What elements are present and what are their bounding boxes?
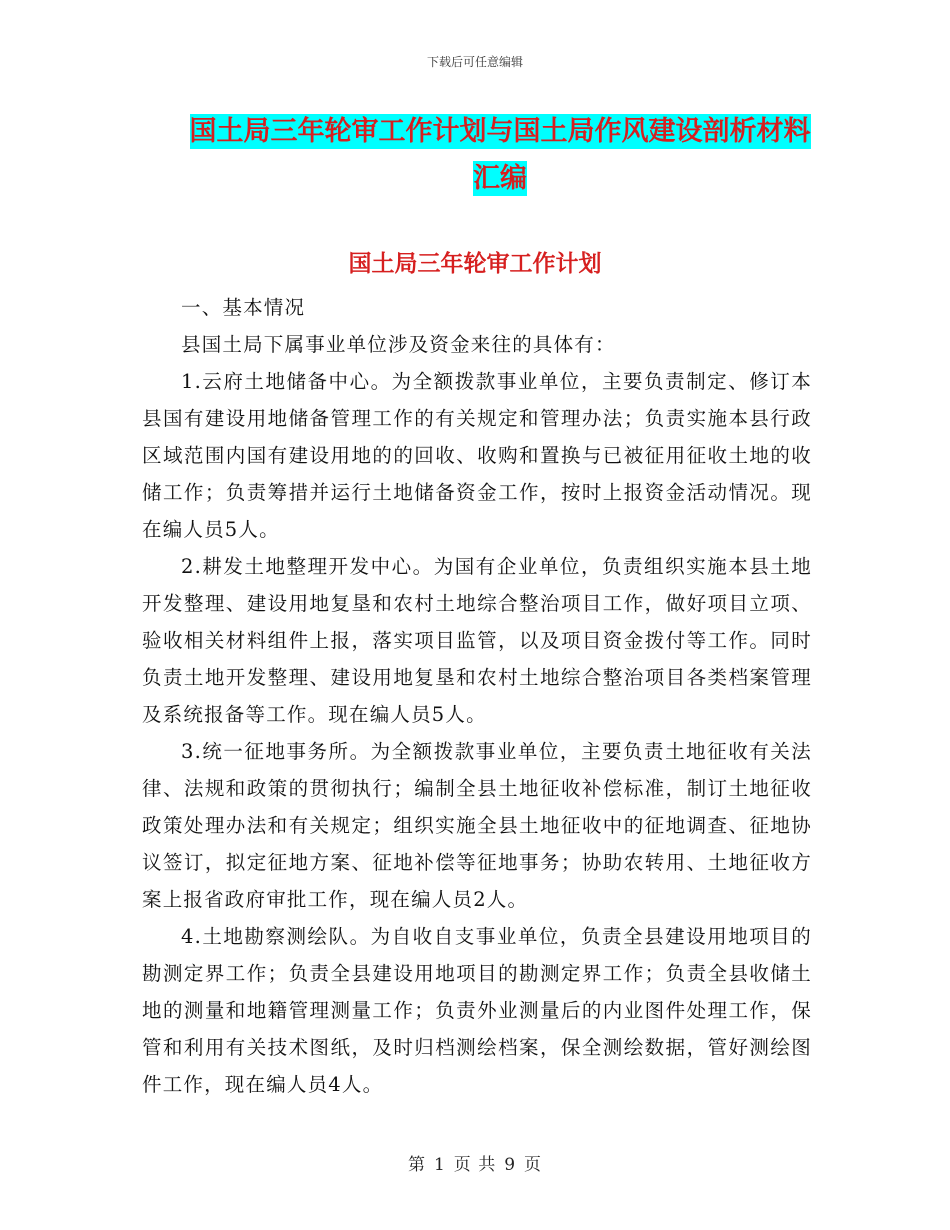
paragraph-intro: 县国土局下属事业单位涉及资金来往的具体有：: [181, 333, 616, 356]
paragraph-item-2: 2.耕发土地整理开发中心。为国有企业单位，负责组织实施本县土地开发整理、建设用地复垦和农村土地综合整治项目工作，做好项目立项、验收相关材料组件上报，落实项目监管，以及项目资金拨付等工作。同时负责土地开发整理、建设用地复垦和农村土地综合整治项目各类档案管理及系统报备等工作。现在编人员5人。: [142, 555, 812, 726]
heading-basic-situation: 一、基本情况: [181, 296, 306, 319]
document-title-line2: 汇编: [473, 163, 527, 194]
footer-prefix: 第: [407, 1155, 426, 1175]
document-body: [142, 289, 812, 1103]
paragraph-item-1: 1.云府土地储备中心。为全额拨款事业单位，主要负责制定、修订本县国有建设用地储备管理工作的有关规定和管理办法；负责实施本县行政区域范围内国有建设用地的的回收、收购和置换与已被征用征收土地的收储工作；负责筹措并运行土地储备资金工作，按时上报资金活动情况。现在编人员5人。: [142, 370, 812, 541]
footer-total-pages: 9: [504, 1155, 517, 1175]
page-footer: [0, 1150, 950, 1175]
footer-page-number: 1: [433, 1155, 446, 1175]
paragraph-item-3: 3.统一征地事务所。为全额拨款事业单位，主要负责土地征收有关法律、法规和政策的贯彻执行；编制全县土地征收补偿标准，制订土地征收政策处理办法和有关规定；组织实施全县土地征收中的征地调查、征地协议签订，拟定征地方案、征地补偿等征地事务；协助农转用、土地征收方案上报省政府审批工作，现在编人员2人。: [142, 740, 812, 911]
document-title: [140, 108, 860, 202]
document-title-line1: 国土局三年轮审工作计划与国土局作风建设剖析材料: [189, 116, 811, 147]
footer-middle: 页 共: [453, 1155, 497, 1175]
header-note: 下载后可任意编辑: [426, 55, 523, 69]
paragraph-item-4: 4.土地勘察测绘队。为自收自支事业单位，负责全县建设用地项目的勘测定界工作；负责全县建设用地项目的勘测定界工作；负责全县收储土地的测量和地籍管理测量工作；负责外业测量后的内业图件处理工作，保管和利用有关技术图纸，及时归档测绘档案，保全测绘数据，管好测绘图件工作，现在编人员4人。: [142, 925, 812, 1096]
footer-suffix: 页: [524, 1155, 543, 1175]
section-title: 国土局三年轮审工作计划: [348, 251, 602, 277]
